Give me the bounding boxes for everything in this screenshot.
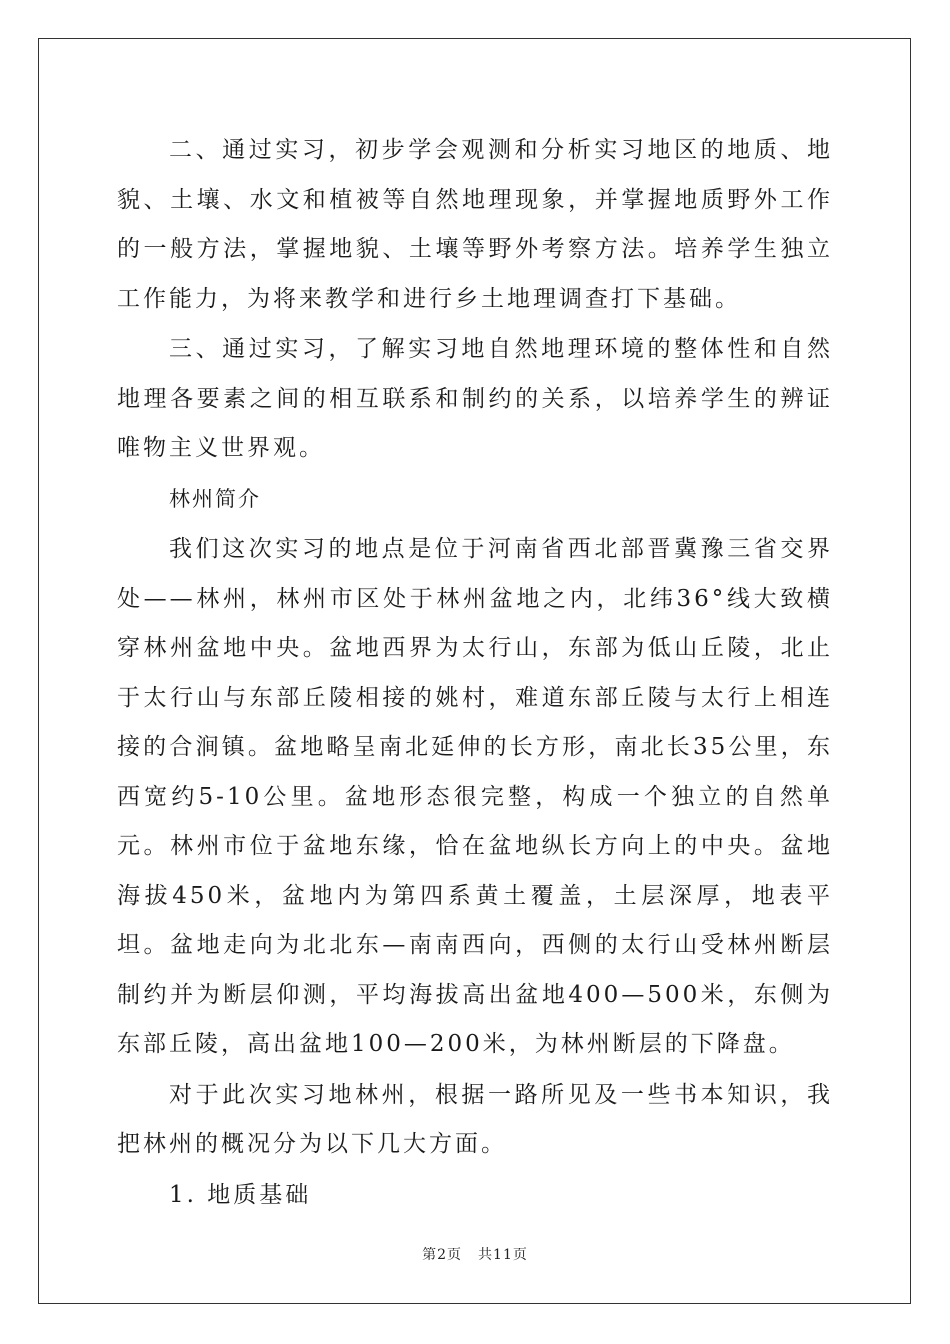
- paragraph-overview-intro: 对于此次实习地林州，根据一路所见及一些书本知识，我把林州的概况分为以下几大方面。: [117, 1081, 833, 1157]
- page-number-total: 共11页: [478, 1247, 528, 1263]
- document-body: [117, 126, 833, 1220]
- page-number-current: 第2页: [422, 1247, 463, 1263]
- paragraph-linzhou-description: 我们这次实习的地点是位于河南省西北部晋冀豫三省交界处——林州，林州市区处于林州盆地之内，北纬36°线大致横穿林州盆地中央。盆地西界为太行山，东部为低山丘陵，北止于太行山与东部丘陵相接的姚村，难道东部丘陵与太行上相连接的合涧镇。盆地略呈南北延伸的长方形，南北长35公里，东西宽约5-10公里。盆地形态很完整，构成一个独立的自然单元。林州市位于盆地东缘，恰在盆地纵长方向上的中央。盆地海拔450米，盆地内为第四系黄土覆盖，土层深厚，地表平坦。盆地走向为北北东—南南西向，西侧的太行山受林州断层制约并为断层仰测，平均海拔高出盆地400—500米，东侧为东部丘陵，高出盆地100—200米，为林州断层的下降盘。: [117, 536, 833, 1057]
- section-heading-geology: 1. 地质基础: [169, 1181, 312, 1208]
- section-heading-linzhou-intro: 林州简介: [169, 486, 261, 511]
- paragraph-objective-3: 三、通过实习，了解实习地自然地理环境的整体性和自然地理各要素之间的相互联系和制约的关系，以培养学生的辨证唯物主义世界观。: [117, 336, 833, 461]
- paragraph-objective-2: 二、通过实习，初步学会观测和分析实习地区的地质、地貌、土壤、水文和植被等自然地理现象，并掌握地质野外工作的一般方法，掌握地貌、土壤等野外考察方法。培养学生独立工作能力，为将来教学和进行乡土地理调查打下基础。: [117, 137, 833, 312]
- page-footer: [0, 1244, 950, 1264]
